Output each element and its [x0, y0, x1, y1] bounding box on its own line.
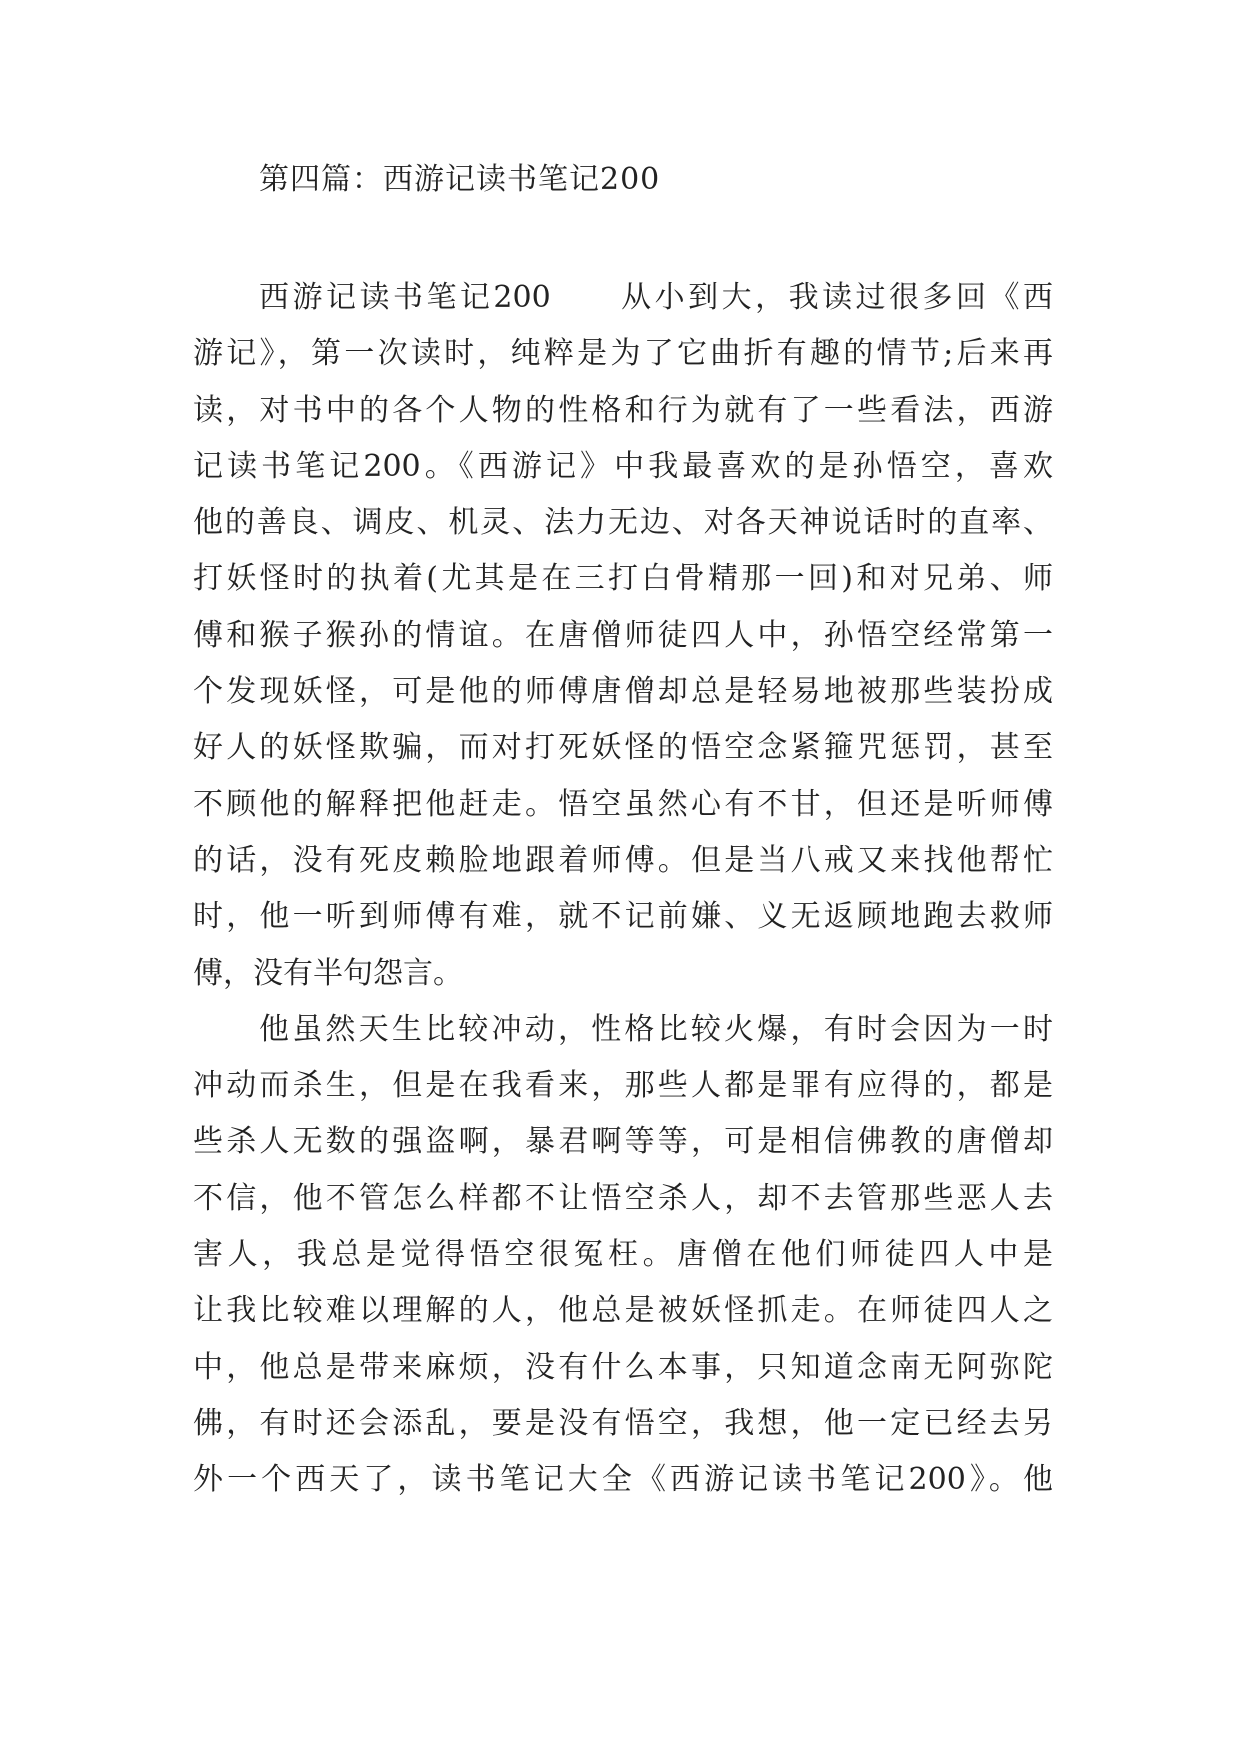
text-line: 打妖怪时的执着(尤其是在三打白骨精那一回)和对兄弟、师 [193, 561, 1053, 597]
text-line: 冲动而杀生，但是在我看来，那些人都是罪有应得的，都是 [193, 1068, 1053, 1104]
text-line: 他的善良、调皮、机灵、法力无边、对各天神说话时的直率、 [193, 505, 1053, 541]
text-line: 时，他一听到师傅有难，就不记前嫌、义无返顾地跑去救师 [193, 899, 1053, 935]
document-title: 第四篇：西游记读书笔记200 [259, 162, 661, 197]
text-line: 让我比较难以理解的人，他总是被妖怪抓走。在师徒四人之 [193, 1293, 1053, 1329]
text-line: 记读书笔记200。《西游记》中我最喜欢的是孙悟空，喜欢 [193, 448, 1053, 484]
text-line: 佛，有时还会添乱，要是没有悟空，我想，他一定已经去另 [193, 1405, 1053, 1441]
text-line: 西游记读书笔记200 从小到大，我读过很多回《西 [259, 280, 1053, 315]
text-line: 好人的妖怪欺骗，而对打死妖怪的悟空念紧箍咒惩罚，甚至 [193, 730, 1053, 766]
text-line: 害人，我总是觉得悟空很冤枉。唐僧在他们师徒四人中是 [193, 1237, 1053, 1273]
text-line: 的话，没有死皮赖脸地跟着师傅。但是当八戒又来找他帮忙 [193, 842, 1053, 878]
text-line: 不信，他不管怎么样都不让悟空杀人，却不去管那些恶人去 [193, 1180, 1053, 1216]
text-line: 些杀人无数的强盗啊，暴君啊等等，可是相信佛教的唐僧却 [193, 1124, 1053, 1160]
text-line: 个发现妖怪，可是他的师傅唐僧却总是轻易地被那些装扮成 [193, 674, 1053, 710]
text-line: 傅和猴子猴孙的情谊。在唐僧师徒四人中，孙悟空经常第一 [193, 617, 1053, 653]
text-line: 外一个西天了，读书笔记大全《西游记读书笔记200》。他 [193, 1462, 1053, 1498]
text-line: 傅，没有半句怨言。 [193, 955, 463, 991]
text-line: 不顾他的解释把他赶走。悟空虽然心有不甘，但还是听师傅 [193, 786, 1053, 822]
text-line: 他虽然天生比较冲动，性格比较火爆，有时会因为一时 [259, 1011, 1053, 1047]
text-line: 读，对书中的各个人物的性格和行为就有了一些看法，西游 [193, 392, 1053, 428]
text-line: 游记》，第一次读时，纯粹是为了它曲折有趣的情节;后来再 [193, 336, 1053, 372]
document-body [193, 278, 1053, 1517]
text-line: 中，他总是带来麻烦，没有什么本事，只知道念南无阿弥陀 [193, 1349, 1053, 1385]
